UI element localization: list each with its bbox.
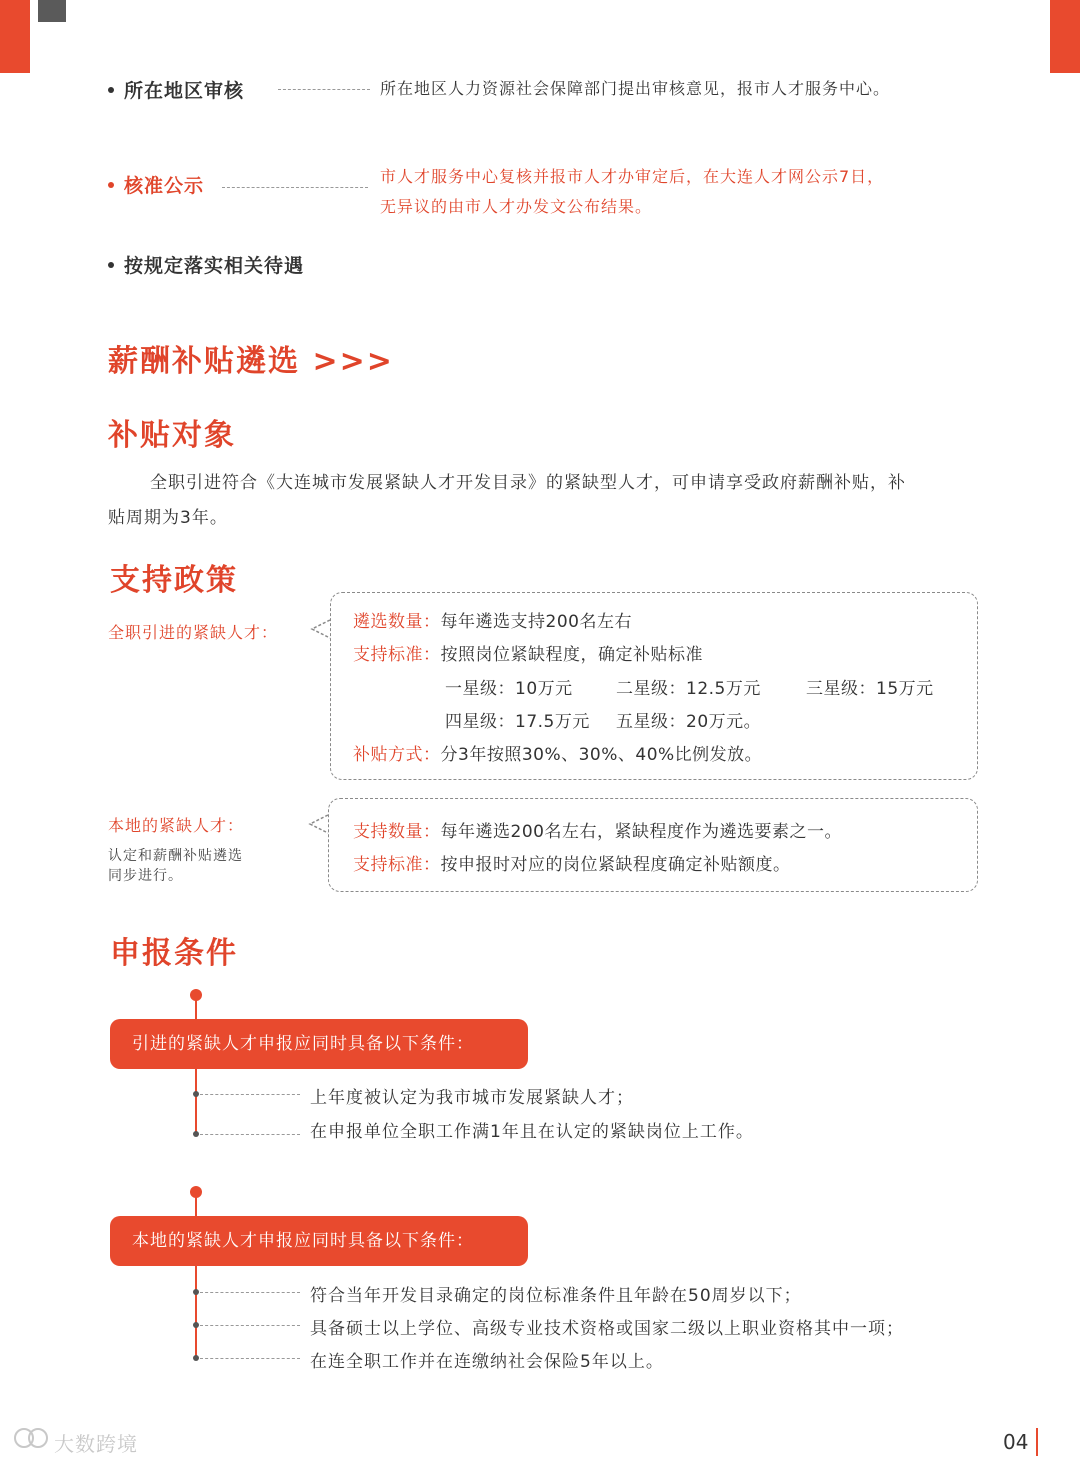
timeline-item-dot xyxy=(193,1131,199,1137)
bullet-dot xyxy=(108,87,114,93)
step-desc-2: 市人才服务中心复核并报市人才办审定后，在大连人才网公示7日， 无异议的由市人才办发文公布结果。 xyxy=(380,167,885,216)
condition-item: 符合当年开发目录确定的岗位标准条件且年龄在50周岁以下； xyxy=(310,1286,802,1306)
step-desc-1: 所在地区人力资源社会保障部门提出审核意见，报市人才服务中心。 xyxy=(380,79,891,98)
pointer-chevron xyxy=(308,618,332,640)
step-bullet-2 xyxy=(108,171,204,198)
condition-group-header-2: 本地的紧缺人才申报应同时具备以下条件： xyxy=(110,1216,528,1266)
pointer-chevron xyxy=(306,813,330,835)
corner-accent-left xyxy=(0,0,30,73)
condition-item: 具备硕士以上学位、高级专业技术资格或国家二级以上职业资格其中一项； xyxy=(310,1319,904,1339)
fulltime-row-standard: 支持标准：按照岗位紧缺程度，确定补贴标准 xyxy=(353,645,703,665)
condition-item: 上年度被认定为我市城市发展紧缺人才； xyxy=(310,1088,634,1108)
bullet-dot xyxy=(108,262,114,268)
page-number: 04 xyxy=(1003,1430,1029,1454)
local-talent-label: 本地的紧缺人才： xyxy=(108,816,245,835)
timeline-item-dot xyxy=(193,1322,199,1328)
condition-group-header-1: 引进的紧缺人才申报应同时具备以下条件： xyxy=(110,1019,528,1069)
dash-connector xyxy=(200,1094,300,1095)
local-talent-note-2: 同步进行。 xyxy=(108,868,183,884)
fulltime-row-quantity: 遴选数量：每年遴选支持200名左右 xyxy=(353,612,632,632)
corner-tab-gray xyxy=(38,0,66,22)
star-level-2: 二星级：12.5万元 xyxy=(616,679,761,699)
subsidy-target-para-line2: 贴周期为3年。 xyxy=(108,508,228,528)
star-level-1: 一星级：10万元 xyxy=(445,679,573,699)
local-talent-note-1: 认定和薪酬补贴遴选 xyxy=(108,848,243,864)
subsidy-target-title: 补贴对象 xyxy=(108,418,236,453)
step-bullet-3 xyxy=(108,251,304,278)
dash-connector xyxy=(278,89,370,90)
corner-accent-right xyxy=(1050,0,1080,73)
step-bullet-1 xyxy=(108,76,244,103)
local-row-standard: 支持标准：按申报时对应的岗位紧缺程度确定补贴额度。 xyxy=(353,855,791,875)
dash-connector xyxy=(200,1325,300,1326)
watermark-logo-icon xyxy=(12,1424,50,1452)
section-title: 薪酬补贴遴选 >>> xyxy=(108,344,394,379)
star-level-5: 五星级：20万元。 xyxy=(616,712,762,732)
timeline-item-dot xyxy=(193,1091,199,1097)
step-title: 所在地区审核 xyxy=(124,80,245,102)
dash-connector xyxy=(200,1358,300,1359)
star-level-3: 三星级：15万元 xyxy=(806,679,934,699)
condition-item: 在申报单位全职工作满1年且在认定的紧缺岗位上工作。 xyxy=(310,1122,754,1142)
condition-item: 在连全职工作并在连缴纳社会保险5年以上。 xyxy=(310,1352,664,1372)
dash-connector xyxy=(222,187,368,188)
conditions-title: 申报条件 xyxy=(110,936,238,971)
fulltime-row-payment: 补贴方式：分3年按照30%、30%、40%比例发放。 xyxy=(353,745,763,765)
dash-connector xyxy=(200,1292,300,1293)
bullet-dot xyxy=(108,182,114,188)
fulltime-policy-box xyxy=(330,592,978,780)
step-title: 按规定落实相关待遇 xyxy=(124,255,305,277)
dash-connector xyxy=(200,1134,300,1135)
step-title: 核准公示 xyxy=(124,175,205,197)
watermark-text: 大数跨境 xyxy=(54,1432,138,1456)
timeline-item-dot xyxy=(193,1289,199,1295)
subsidy-target-para-line1: 全职引进符合《大连城市发展紧缺人才开发目录》的紧缺型人才，可申请享受政府薪酬补贴，补 xyxy=(150,473,906,493)
star-level-4: 四星级：17.5万元 xyxy=(445,712,590,732)
fulltime-talent-label: 全职引进的紧缺人才： xyxy=(108,623,279,642)
local-policy-box xyxy=(328,798,978,892)
support-policy-title: 支持政策 xyxy=(110,563,238,598)
local-row-quantity: 支持数量：每年遴选200名左右，紧缺程度作为遴选要素之一。 xyxy=(353,822,842,842)
page-number-divider xyxy=(1036,1428,1038,1456)
timeline-item-dot xyxy=(193,1355,199,1361)
